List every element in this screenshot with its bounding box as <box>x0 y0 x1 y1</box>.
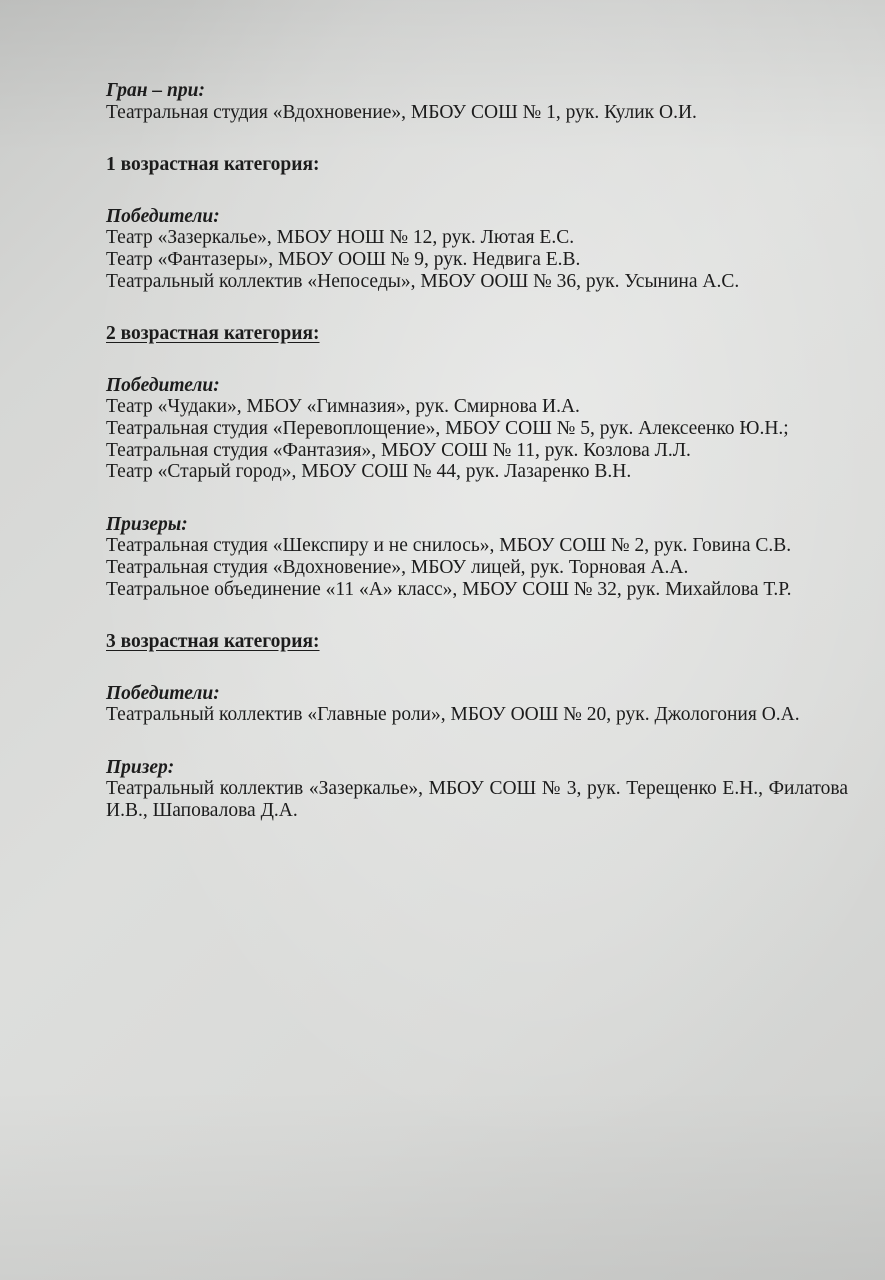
category-3-winners-heading: Победители: <box>106 682 220 704</box>
category-3-prize-heading: Призер: <box>106 756 175 778</box>
category-2-prize-entry: Театральная студия «Шекспиру и не снилось», МБОУ СОШ № 2, рук. Говина С.В. <box>106 535 792 557</box>
category-2-winners-heading: Победители: <box>106 374 220 396</box>
category-1-winner: Театральный коллектив «Непоседы», МБОУ ООШ № 36, рук. Усынина А.С. <box>106 270 740 292</box>
grand-prix-entry: Театральная студия «Вдохновение», МБОУ СОШ № 1, рук. Кулик О.И. <box>106 101 697 123</box>
document-content <box>106 80 848 822</box>
category-1-winner: Театр «Фантазеры», МБОУ ООШ № 9, рук. Недвига Е.В. <box>106 248 581 270</box>
category-1-winner: Театр «Зазеркалье», МБОУ НОШ № 12, рук. Лютая Е.С. <box>106 227 575 249</box>
category-2-heading: 2 возрастная категория: <box>106 323 320 345</box>
category-2-prize-entry: Театральная студия «Вдохновение», МБОУ лицей, рук. Торновая А.А. <box>106 556 689 578</box>
category-2-prize-heading: Призеры: <box>106 513 188 535</box>
category-3-winner: Театральный коллектив «Главные роли», МБОУ ООШ № 20, рук. Джологония О.А. <box>106 704 800 726</box>
category-2-winner: Театр «Чудаки», МБОУ «Гимназия», рук. Смирнова И.А. <box>106 396 580 418</box>
category-2-winner: Театральная студия «Перевоплощение», МБОУ СОШ № 5, рук. Алексеенко Ю.Н.; <box>106 417 789 439</box>
category-2-winner: Театральная студия «Фантазия», МБОУ СОШ № 11, рук. Козлова Л.Л. <box>106 439 691 461</box>
category-2-winner: Театр «Старый город», МБОУ СОШ № 44, рук. Лазаренко В.Н. <box>106 461 632 483</box>
category-2-prize-entry: Театральное объединение «11 «А» класс», МБОУ СОШ № 32, рук. Михайлова Т.Р. <box>106 578 792 600</box>
category-1-winners-heading: Победители: <box>106 205 220 227</box>
category-3-heading: 3 возрастная категория: <box>106 631 320 653</box>
grand-prix-heading: Гран – при: <box>106 80 205 101</box>
category-1-heading: 1 возрастная категория: <box>106 154 320 176</box>
category-3-prize-entry: Театральный коллектив «Зазеркалье», МБОУ СОШ № 3, рук. Терещенко Е.Н., Филатова И.В., Шаповалова Д.А. <box>106 778 848 822</box>
